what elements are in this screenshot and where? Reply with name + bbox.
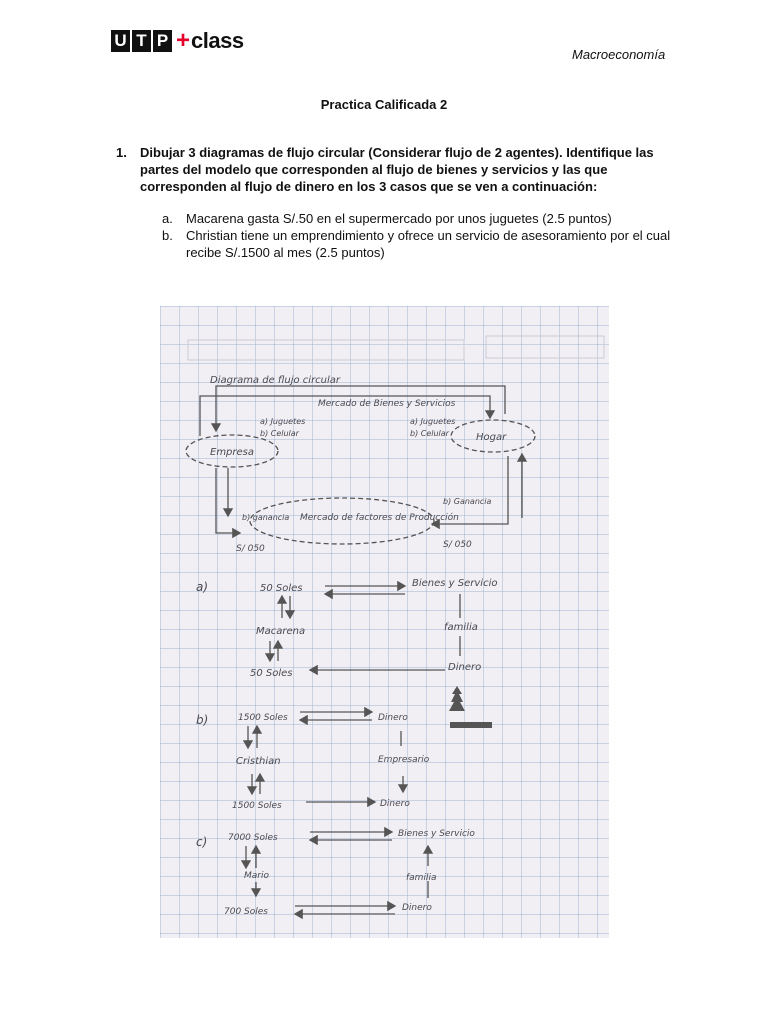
hw-diagram-title: Diagrama de flujo circular: [210, 375, 341, 386]
hw-case-c: c): [196, 835, 208, 849]
question-1: [116, 144, 676, 195]
hw-case-a: a): [196, 580, 209, 594]
hw-b-ganancia-right: b) Ganancia: [443, 497, 492, 506]
hw-b-bot-right: Dinero: [380, 799, 410, 809]
hw-market-factors: Mercado de factores de Producción: [300, 513, 459, 523]
hw-a-mid-left: Macarena: [256, 626, 306, 637]
hw-b-top-right: Dinero: [378, 713, 408, 723]
hw-b-mid-left: Cristhian: [236, 756, 281, 767]
sub-item-label: b.: [162, 228, 173, 243]
hw-c-mid-left: Mario: [244, 871, 269, 881]
hw-a-mid-right: familia: [444, 622, 478, 633]
handwritten-answer-photo: [160, 306, 609, 938]
sub-item-text: Christian tiene un emprendimiento y ofrece un servicio de asesoramiento por el cual recibe S/.1500 al mes (2.5 puntos): [186, 228, 671, 260]
hw-b-mid-right: Empresario: [378, 755, 430, 765]
hw-a-bot-left: 50 Soles: [250, 668, 293, 679]
hw-c-bot-right: Dinero: [402, 903, 432, 913]
course-name: Macroeconomía: [572, 47, 666, 62]
hw-empresa: Empresa: [210, 447, 255, 458]
hw-s50-right: S/ 050: [443, 540, 472, 550]
sub-item-b: [162, 227, 682, 261]
hw-s50-left: S/ 050: [236, 544, 265, 554]
hw-c-mid-right: familia: [406, 873, 437, 883]
hw-left-b: b) Celular: [260, 429, 299, 438]
sub-item-text: Macarena gasta S/.50 en el supermercado por unos juguetes (2.5 puntos): [186, 211, 612, 226]
hw-left-a: a) Juguetes: [260, 417, 306, 426]
hw-b-bot-left: 1500 Soles: [232, 801, 282, 811]
hw-right-a: a) Juguetes: [410, 417, 456, 426]
hw-b-ganancia-left: b) ganancia: [242, 513, 290, 522]
hw-b-top-left: 1500 Soles: [238, 713, 288, 723]
question-number: 1.: [116, 145, 127, 160]
hw-market-goods: Mercado de Bienes y Servicios: [318, 399, 456, 409]
hw-hogar: Hogar: [476, 432, 507, 443]
hw-c-top-left: 7000 Soles: [228, 833, 278, 843]
hw-a-bot-right: Dinero: [448, 662, 482, 673]
logo-letter: P: [153, 30, 172, 52]
plus-icon: +: [176, 27, 191, 54]
logo-letter: U: [111, 30, 130, 52]
hw-right-b: b) Celular: [410, 429, 449, 438]
sub-item-a: [162, 210, 682, 227]
hw-a-top-right: Bienes y Servicio: [412, 578, 498, 589]
question-text: Dibujar 3 diagramas de flujo circular (Considerar flujo de 2 agentes). Identifique las partes del modelo que corresponden al flujo de bienes y servicios y las que corresponden al flujo de dinero en los 3 casos que se ven a continuación:: [140, 145, 654, 194]
utp-class-logo: [111, 27, 244, 54]
hw-c-top-right: Bienes y Servicio: [398, 829, 475, 839]
hw-case-b: b): [196, 713, 209, 727]
document-title: Practica Calificada 2: [320, 97, 448, 112]
hw-a-top-left: 50 Soles: [260, 583, 303, 594]
logo-letter: T: [132, 30, 151, 52]
sub-item-label: a.: [162, 211, 173, 226]
logo-word: class: [191, 28, 244, 53]
hw-c-bot-left: 700 Soles: [224, 907, 268, 917]
